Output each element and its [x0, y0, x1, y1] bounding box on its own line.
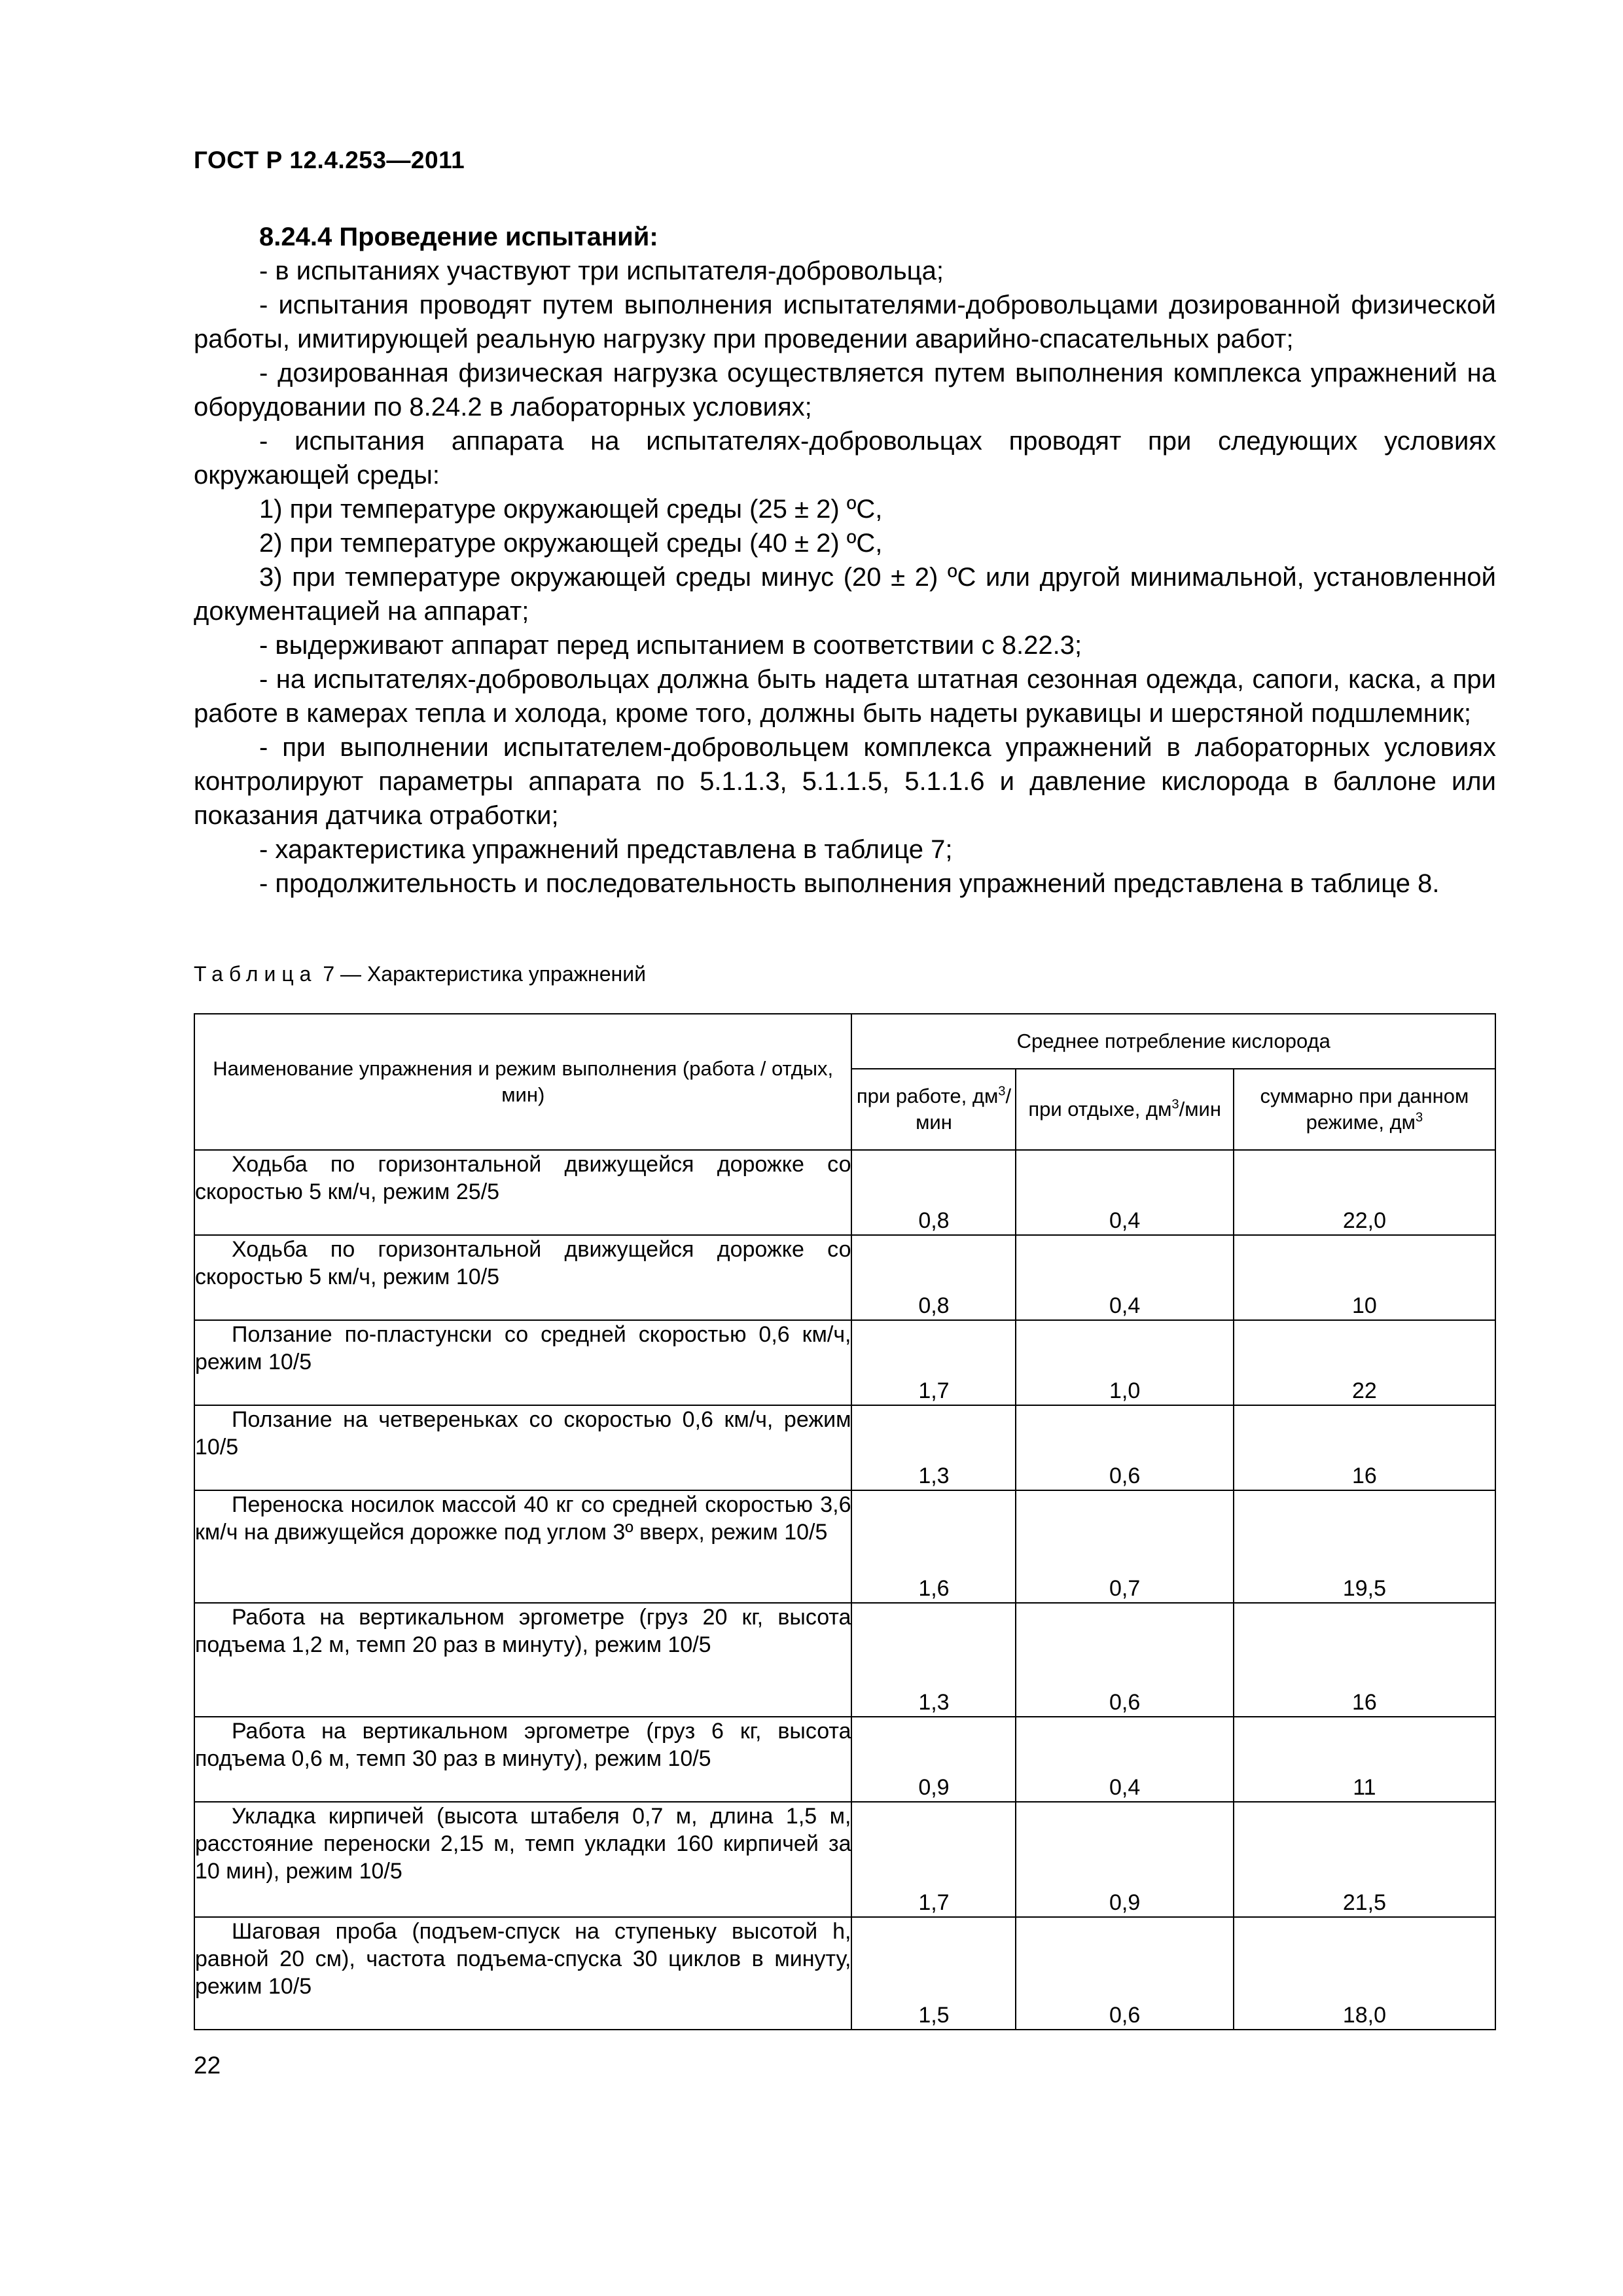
exercise-name: Ходьба по горизонтальной движущейся дорожке со скоростью 5 км/ч, режим 25/5: [194, 1150, 851, 1235]
work-value: 0,8: [851, 1235, 1016, 1320]
total-value: 16: [1234, 1603, 1495, 1717]
work-value: 0,8: [851, 1150, 1016, 1235]
total-value: 22: [1234, 1320, 1495, 1405]
section-title: 8.24.4 Проведение испытаний:: [259, 223, 658, 251]
body-text: [194, 220, 1496, 901]
table-row: [194, 1150, 1495, 1235]
table-row: [194, 1802, 1495, 1917]
work-value: 1,3: [851, 1603, 1016, 1717]
exercise-name: Работа на вертикальном эргометре (груз 20 кг, высота подъема 1,2 м, темп 20 раз в минуту), режим 10/5: [194, 1603, 851, 1717]
total-value: 11: [1234, 1717, 1495, 1802]
paragraph: 3) при температуре окружающей среды минус (20 ± 2) ºС или другой минимальной, установленной документацией на аппарат;: [194, 563, 1496, 626]
page-number: 22: [194, 2052, 221, 2079]
total-value: 19,5: [1234, 1490, 1495, 1603]
table-caption-label: Таблица: [194, 962, 317, 986]
table-caption-text: 7 — Характеристика упражнений: [317, 962, 646, 986]
work-value: 1,5: [851, 1917, 1016, 2030]
paragraph: - испытания проводят путем выполнения испытателями-добровольцами дозированной физической работы, имитирующей реальную нагрузку при проведении аварийно-спасательных работ;: [194, 291, 1496, 353]
exercise-name: Работа на вертикальном эргометре (груз 6 кг, высота подъема 0,6 м, темп 30 раз в минуту), режим 10/5: [194, 1717, 851, 1802]
paragraph: - выдерживают аппарат перед испытанием в соответствии с 8.22.3;: [259, 631, 1082, 660]
rest-value: 0,7: [1016, 1490, 1233, 1603]
exercise-name: Ползание по-пластунски со средней скоростью 0,6 км/ч, режим 10/5: [194, 1320, 851, 1405]
table-row: [194, 1235, 1495, 1320]
table-row: [194, 1320, 1495, 1405]
table-row: [194, 1717, 1495, 1802]
exercise-name: Ходьба по горизонтальной движущейся дорожке со скоростью 5 км/ч, режим 10/5: [194, 1235, 851, 1320]
column-header-rest: при отдыхе, $дм^3$/мин: [1016, 1069, 1233, 1150]
column-header-total: суммарно при данном режиме, $дм^3$: [1234, 1069, 1495, 1150]
table-row: [194, 1603, 1495, 1717]
work-value: 1,7: [851, 1320, 1016, 1405]
column-header-name: Наименование упражнения и режим выполнения (работа / отдых, мин): [194, 1014, 851, 1150]
table-row: [194, 1917, 1495, 2030]
rest-value: 0,4: [1016, 1235, 1233, 1320]
table-caption: [194, 962, 646, 986]
rest-value: 0,4: [1016, 1150, 1233, 1235]
total-value: 16: [1234, 1405, 1495, 1490]
table-body: [194, 1150, 1495, 2030]
rest-value: 1,0: [1016, 1320, 1233, 1405]
rest-value: 0,6: [1016, 1917, 1233, 2030]
exercise-name: Ползание на четвереньках со скоростью 0,6 км/ч, режим 10/5: [194, 1405, 851, 1490]
work-value: 1,3: [851, 1405, 1016, 1490]
exercise-name: Укладка кирпичей (высота штабеля 0,7 м, длина 1,5 м, расстояние переноски 2,15 м, темп укладки 160 кирпичей за 10 мин), режим 10/5: [194, 1802, 851, 1917]
paragraph: 1) при температуре окружающей среды (25 ± 2) ºС,: [259, 495, 883, 524]
paragraph: - при выполнении испытателем-добровольцем комплекса упражнений в лабораторных условиях контролируют параметры аппарата по 5.1.1.3, 5.1.1.5, 5.1.1.6 и давление кислорода в баллоне или показания датчика отработки;: [194, 733, 1496, 830]
paragraph: - на испытателях-добровольцах должна быть надета штатная сезонная одежда, сапоги, каска, а при работе в камерах тепла и холода, кроме того, должны быть надеты рукавицы и шерстяной подшлемник;: [194, 665, 1496, 728]
total-value: 10: [1234, 1235, 1495, 1320]
table-row: [194, 1490, 1495, 1603]
total-value: 22,0: [1234, 1150, 1495, 1235]
exercise-name: Переноска носилок массой 40 кг со средней скоростью 3,6 км/ч на движущейся дорожке под углом 3º вверх, режим 10/5: [194, 1490, 851, 1603]
paragraph: 2) при температуре окружающей среды (40 ± 2) ºС,: [259, 529, 883, 558]
document-header: ГОСТ Р 12.4.253—2011: [194, 147, 465, 173]
paragraph: - дозированная физическая нагрузка осуществляется путем выполнения комплекса упражнений на оборудовании по 8.24.2 в лабораторных условиях;: [194, 359, 1496, 422]
work-value: 1,7: [851, 1802, 1016, 1917]
total-value: 18,0: [1234, 1917, 1495, 2030]
rest-value: 0,4: [1016, 1717, 1233, 1802]
paragraph: - характеристика упражнений представлена в таблице 7;: [259, 835, 953, 864]
exercise-table: [194, 1013, 1496, 2030]
exercise-name: Шаговая проба (подъем-спуск на ступеньку высотой h, равной 20 см), частота подъема-спуска 30 циклов в минуту, режим 10/5: [194, 1917, 851, 2030]
paragraph: - испытания аппарата на испытателях-добровольцах проводят при следующих условиях окружающей среды:: [194, 427, 1496, 490]
column-header-work: при работе, $дм^3$/мин: [851, 1069, 1016, 1150]
table-row: [194, 1405, 1495, 1490]
column-header-group: Среднее потребление кислорода: [851, 1014, 1495, 1069]
paragraph: - в испытаниях участвуют три испытателя-добровольца;: [259, 257, 944, 285]
paragraph: - продолжительность и последовательность выполнения упражнений представлена в таблице 8.: [259, 869, 1440, 898]
total-value: 21,5: [1234, 1802, 1495, 1917]
rest-value: 0,9: [1016, 1802, 1233, 1917]
work-value: 0,9: [851, 1717, 1016, 1802]
rest-value: 0,6: [1016, 1405, 1233, 1490]
work-value: 1,6: [851, 1490, 1016, 1603]
rest-value: 0,6: [1016, 1603, 1233, 1717]
